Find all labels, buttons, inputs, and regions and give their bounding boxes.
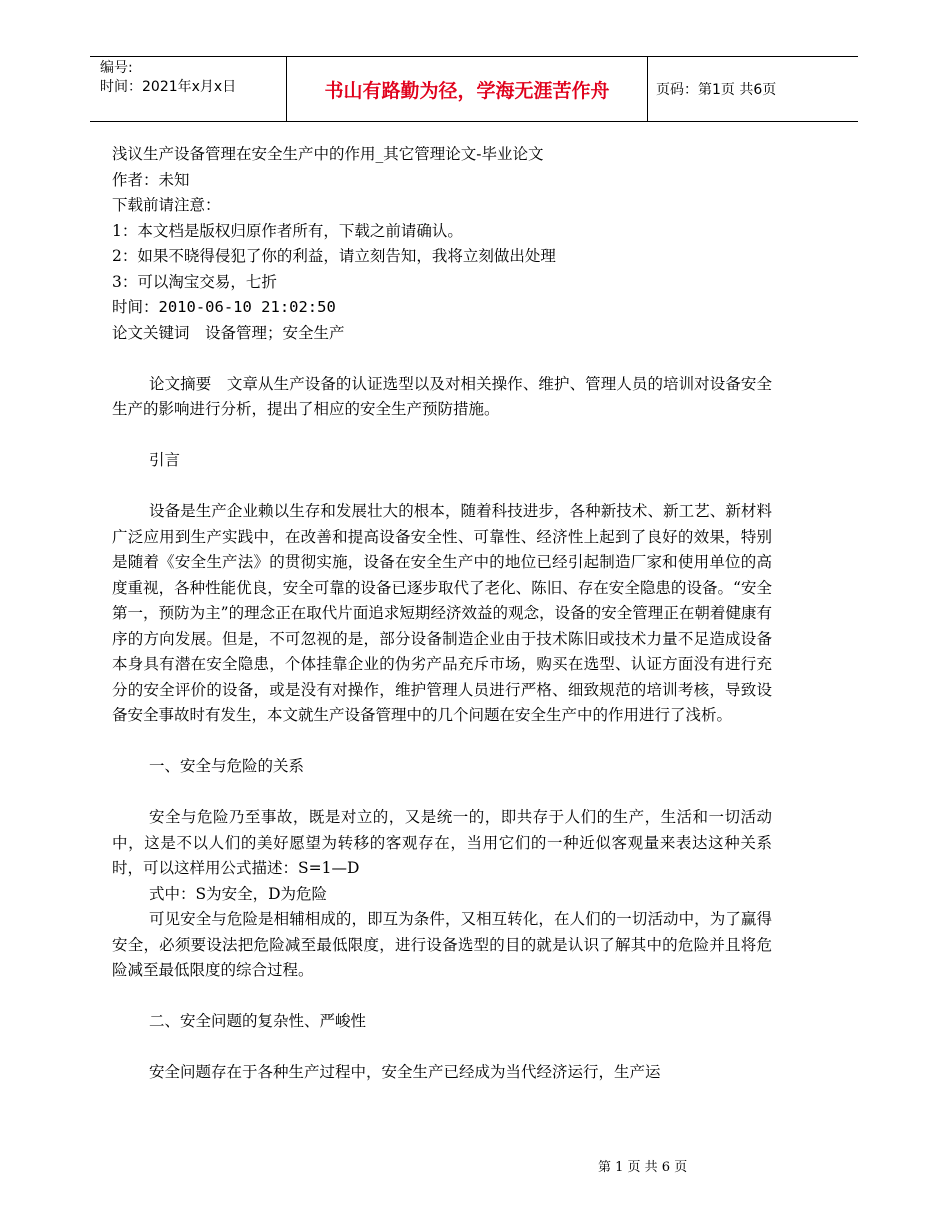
note-1: 1：本文档是版权归原作者所有，下载之前请确认。 [112, 221, 463, 240]
code-label: 编号: [100, 60, 133, 76]
page-header [90, 56, 858, 122]
download-note: 下载前请注意： [112, 196, 221, 214]
doc-title: 浅议生产设备管理在安全生产中的作用_其它管理论文-毕业论文 [112, 145, 544, 163]
doc-author: 作者：未知 [112, 170, 190, 189]
document-body [112, 142, 772, 1086]
intro-paragraph: 设备是生产企业赖以生存和发展壮大的根本，随着科技进步，各种新技术、新工艺、新材料广泛应用到生产实践中，在改善和提高设备安全性、可靠性、经济性上起到了良好的效果，特别是随着《安全生产法》的贯彻实施，设备在安全生产中的地位已经引起制造厂家和使用单位的高度重视，各种性能优良，安全可靠的设备已逐步取代了老化、陈旧、存在安全隐患的设备。“安全第一，预防为主”的理念正在取代片面追求短期经济效益的观念，设备的安全管理正在朝着健康有序的方向发展。但是，不可忽视的是，部分设备制造企业由于技术陈旧或技术力量不足造成设备本身具有潜在安全隐患，个体挂靠企业的伪劣产品充斥市场，购买在选型、认证方面没有进行充分的安全评价的设备，或是没有对操作，维护管理人员进行严格、细致规范的培训考核，导致设备安全事故时有发生，本文就生产设备管理中的几个问题在安全生产中的作用进行了浅析。 [112, 502, 772, 724]
spacer [112, 474, 772, 500]
section1-formula: 式中：S为安全，D为危险 [149, 884, 328, 903]
header-motto: 书山有路勤为径，学海无涯苦作舟 [286, 57, 648, 121]
note-3: 3：可以淘宝交易，七折 [112, 272, 277, 291]
note-2: 2：如果不晓得侵犯了你的利益，请立刻告知，我将立刻做出处理 [112, 247, 556, 265]
spacer [112, 984, 772, 1010]
time-label: 时间：2021年x月x日 [100, 79, 237, 95]
spacer [112, 423, 772, 449]
spacer [112, 729, 772, 755]
section1-paragraph-2: 可见安全与危险是相辅相成的，即互为条件，又相互转化，在人们的一切活动中，为了赢得安全，必须要设法把危险减至最低限度，进行设备选型的目的就是认识了解其中的危险并且将危险减至最低限度的综合过程。 [112, 910, 772, 979]
section2-paragraph-1: 安全问题存在于各种生产过程中，安全生产已经成为当代经济运行，生产运 [149, 1063, 661, 1081]
intro-heading: 引言 [149, 451, 181, 469]
section1-heading: 一、安全与危险的关系 [149, 757, 305, 775]
header-page-info: 页码：第1页 共6页 [656, 82, 777, 98]
spacer [112, 1035, 772, 1061]
abstract-paragraph: 论文摘要 文章从生产设备的认证选型以及对相关操作、维护、管理人员的培训对设备安全生产的影响进行分析，提出了相应的安全生产预防措施。 [112, 374, 772, 418]
doc-time: 时间：2010-06-10 21:02:50 [112, 298, 336, 316]
page-footer: 第 1 页 共 6 页 [598, 1160, 688, 1175]
header-meta [90, 57, 286, 121]
spacer [112, 346, 772, 372]
section1-paragraph-1: 安全与危险乃至事故，既是对立的，又是统一的，即共存于人们的生产，生活和一切活动中，这是不以人们的美好愿望为转移的客观存在，当用它们的一种近似客观量来表达这种关系时，可以这样用公式描述：S=1—D [112, 808, 772, 877]
spacer [112, 780, 772, 806]
section2-heading: 二、安全问题的复杂性、严峻性 [149, 1012, 367, 1030]
doc-keywords: 论文关键词 设备管理；安全生产 [112, 323, 345, 342]
